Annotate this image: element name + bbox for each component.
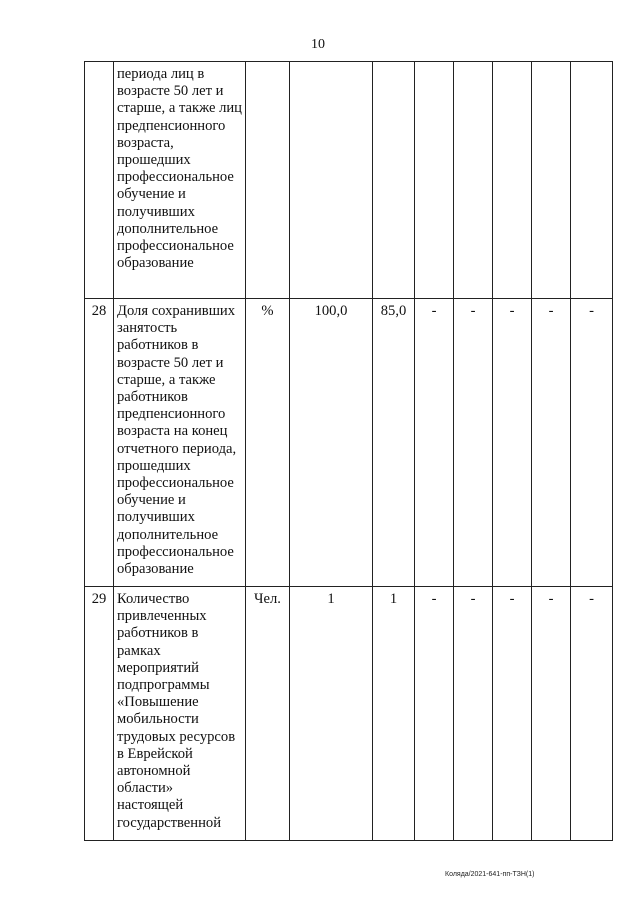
indicators-table [84,61,613,841]
table-row-28 [85,299,613,587]
table-row-continuation [85,62,613,299]
row-number [85,62,114,299]
value-cell-5: - [493,587,532,841]
value-cell-1: 100,0 [290,299,373,587]
value-cell-3 [415,62,454,299]
value-cell-2: 85,0 [373,299,415,587]
indicator-name: Доля сохранивших занятость работников в возрасте 50 лет и старше, а также работников предпенсионного возраста на конец отчетного периода, прошедших профессиональное обучение и получивших дополнительное профессиональное образование [114,299,246,587]
indicator-name: периода лиц в возрасте 50 лет и старше, а также лиц предпенсионного возраста, прошедших профессиональное обучение и получивших дополнительное профессиональное образование [114,62,246,299]
value-cell-6 [532,62,571,299]
value-cell-6: - [532,299,571,587]
value-cell-5: - [493,299,532,587]
value-cell-2: 1 [373,587,415,841]
value-cell-1: 1 [290,587,373,841]
row-number: 28 [85,299,114,587]
unit-cell: % [246,299,290,587]
value-cell-3: - [415,587,454,841]
value-cell-2 [373,62,415,299]
unit-cell [246,62,290,299]
unit-cell: Чел. [246,587,290,841]
page-number: 10 [311,37,325,52]
value-cell-7: - [571,587,613,841]
value-cell-6: - [532,587,571,841]
value-cell-4: - [454,587,493,841]
value-cell-5 [493,62,532,299]
value-cell-3: - [415,299,454,587]
value-cell-7: - [571,299,613,587]
value-cell-4 [454,62,493,299]
value-cell-7 [571,62,613,299]
document-footer-code: Коляда/2021-641-пп-ТЗН(1) [445,871,535,878]
value-cell-4: - [454,299,493,587]
indicator-name: Количество привлеченных работников в рамках мероприятий подпрограммы «Повышение мобильности трудовых ресурсов в Еврейской автономной области» настоящей государственной [114,587,246,841]
value-cell-1 [290,62,373,299]
row-number: 29 [85,587,114,841]
table-row-29 [85,587,613,841]
